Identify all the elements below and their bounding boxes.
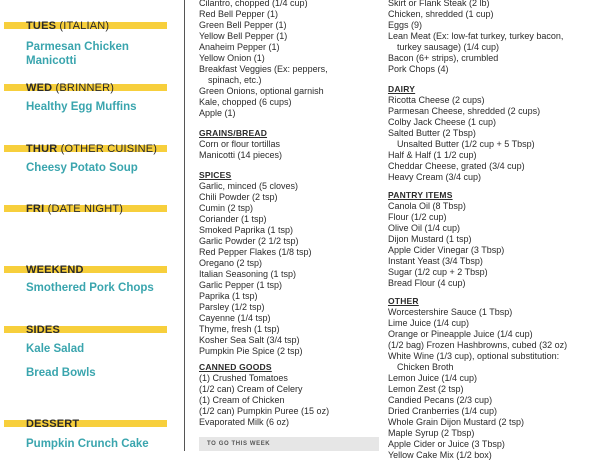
day-label: THUR (OTHER CUISINE) xyxy=(26,143,158,155)
list-item: Apple Cider or Juice (3 Tbsp) xyxy=(388,439,505,449)
list-item: (1) Crushed Tomatoes xyxy=(199,373,288,383)
day-dessert xyxy=(26,414,79,432)
day-fri xyxy=(26,199,123,217)
list-item: Yellow Cake Mix (1/2 box) xyxy=(388,450,492,460)
list-item: Cumin (2 tsp) xyxy=(199,203,254,213)
list-item: Unsalted Butter (1/2 cup + 5 Tbsp) xyxy=(397,139,535,149)
dish-pumpkin-crunch-cake: Pumpkin Crunch Cake xyxy=(26,438,149,450)
category-heading: DAIRY xyxy=(388,84,416,94)
list-item: Bacon (6+ strips), crumbled xyxy=(388,53,499,63)
dish-manicotti: Manicotti xyxy=(26,55,77,67)
list-item: Evaporated Milk (6 oz) xyxy=(199,417,290,427)
list-item: Dried Cranberries (1/4 cup) xyxy=(388,406,498,416)
dish-bread-bowls: Bread Bowls xyxy=(26,367,96,379)
list-item: Garlic Pepper (1 tsp) xyxy=(199,280,283,290)
list-item: Dijon Mustard (1 tsp) xyxy=(388,234,472,244)
list-item: Colby Jack Cheese (1 cup) xyxy=(388,117,497,127)
to-go-label: TO GO THIS WEEK xyxy=(207,441,271,447)
list-item: Yellow Bell Pepper (1) xyxy=(199,31,288,41)
day-label: TUES (ITALIAN) xyxy=(26,20,110,32)
list-item: Salted Butter (2 Tbsp) xyxy=(388,128,476,138)
day-label: FRI (DATE NIGHT) xyxy=(26,203,124,215)
list-item: Lean Meat (Ex: low-fat turkey, turkey bacon, xyxy=(388,31,564,41)
list-item: Smoked Paprika (1 tsp) xyxy=(199,225,294,235)
list-item: Paprika (1 tsp) xyxy=(199,291,258,301)
list-item: Lime Juice (1/4 cup) xyxy=(388,318,470,328)
list-item: turkey sausage) (1/4 cup) xyxy=(397,42,500,52)
list-item: Cayenne (1/4 tsp) xyxy=(199,313,271,323)
list-item: Flour (1/2 cup) xyxy=(388,212,447,222)
list-item: Kosher Sea Salt (3/4 tsp) xyxy=(199,335,300,345)
list-item: Parsley (1/2 tsp) xyxy=(199,302,265,312)
list-item: Parmesan Cheese, shredded (2 cups) xyxy=(388,106,541,116)
day-sides xyxy=(26,320,60,338)
dish-potato-soup: Cheesy Potato Soup xyxy=(26,162,138,174)
list-item: Whole Grain Dijon Mustard (2 tsp) xyxy=(388,417,525,427)
list-item: Skirt or Flank Steak (2 lb) xyxy=(388,0,490,8)
list-item: White Wine (1/3 cup), optional substitution: xyxy=(388,351,560,361)
list-item: Sugar (1/2 cup + 2 Tbsp) xyxy=(388,267,488,277)
day-weekend xyxy=(26,260,84,278)
to-go-box xyxy=(199,437,379,451)
category-heading: PANTRY ITEMS xyxy=(388,190,453,200)
list-item: spinach, etc.) xyxy=(208,75,262,85)
list-item: Chicken Broth xyxy=(397,362,454,372)
day-thur xyxy=(26,139,157,157)
list-item: Green Bell Pepper (1) xyxy=(199,20,287,30)
day-label: DESSERT xyxy=(26,418,80,430)
dish-egg-muffins: Healthy Egg Muffins xyxy=(26,101,137,113)
list-item: Red Pepper Flakes (1/8 tsp) xyxy=(199,247,312,257)
day-label: WEEKEND xyxy=(26,264,84,276)
list-item: Lemon Zest (2 tsp) xyxy=(388,384,464,394)
category-heading: GRAINS/BREAD xyxy=(199,128,268,138)
list-item: Garlic, minced (5 cloves) xyxy=(199,181,299,191)
day-label: WED (BRINNER) xyxy=(26,82,115,94)
list-item: Manicotti (14 pieces) xyxy=(199,150,283,160)
category-heading: OTHER xyxy=(388,296,419,306)
category-heading: SPICES xyxy=(199,170,232,180)
dish-kale-salad: Kale Salad xyxy=(26,343,85,355)
list-item: Kale, chopped (6 cups) xyxy=(199,97,292,107)
list-item: Thyme, fresh (1 tsp) xyxy=(199,324,280,334)
list-item: Italian Seasoning (1 tsp) xyxy=(199,269,297,279)
list-item: Ricotta Cheese (2 cups) xyxy=(388,95,485,105)
list-item: Yellow Onion (1) xyxy=(199,53,265,63)
list-item: Lemon Juice (1/4 cup) xyxy=(388,373,478,383)
list-item: Pumpkin Pie Spice (2 tsp) xyxy=(199,346,303,356)
list-item: Orange or Pineapple Juice (1/4 cup) xyxy=(388,329,533,339)
list-item: Apple (1) xyxy=(199,108,236,118)
list-item: Chili Powder (2 tsp) xyxy=(199,192,278,202)
list-item: Cilantro, chopped (1/4 cup) xyxy=(199,0,308,8)
day-label: SIDES xyxy=(26,324,61,336)
list-item: Instant Yeast (3/4 Tbsp) xyxy=(388,256,483,266)
list-item: Green Onions, optional garnish xyxy=(199,86,324,96)
dish-parmesan-chicken: Parmesan Chicken xyxy=(26,41,129,53)
list-item: (1/2 can) Cream of Celery xyxy=(199,384,303,394)
list-item: Cheddar Cheese, grated (3/4 cup) xyxy=(388,161,525,171)
list-item: (1/2 bag) Frozen Hashbrowns, cubed (32 oz) xyxy=(388,340,568,350)
list-item: Half & Half (1 1/2 cup) xyxy=(388,150,477,160)
list-item: Corn or flour tortillas xyxy=(199,139,281,149)
list-item: Oregano (2 tsp) xyxy=(199,258,263,268)
column-divider xyxy=(184,0,185,451)
day-wed xyxy=(26,78,114,96)
list-item: Candied Pecans (2/3 cup) xyxy=(388,395,493,405)
list-item: Eggs (9) xyxy=(388,20,423,30)
list-item: Chicken, shredded (1 cup) xyxy=(388,9,494,19)
list-item: Coriander (1 tsp) xyxy=(199,214,267,224)
list-item: (1) Cream of Chicken xyxy=(199,395,285,405)
list-item: Garlic Powder (2 1/2 tsp) xyxy=(199,236,299,246)
list-item: Canola Oil (8 Tbsp) xyxy=(388,201,466,211)
list-item: (1/2 can) Pumpkin Puree (15 oz) xyxy=(199,406,330,416)
list-item: Worcestershire Sauce (1 Tbsp) xyxy=(388,307,513,317)
list-item: Maple Syrup (2 Tbsp) xyxy=(388,428,475,438)
list-item: Apple Cider Vinegar (3 Tbsp) xyxy=(388,245,505,255)
day-tues xyxy=(26,16,109,34)
list-item: Bread Flour (4 cup) xyxy=(388,278,466,288)
list-item: Red Bell Pepper (1) xyxy=(199,9,279,19)
list-item: Anaheim Pepper (1) xyxy=(199,42,280,52)
category-heading: CANNED GOODS xyxy=(199,362,272,372)
dish-pork-chops: Smothered Pork Chops xyxy=(26,282,154,294)
list-item: Olive Oil (1/4 cup) xyxy=(388,223,461,233)
list-item: Breakfast Veggies (Ex: peppers, xyxy=(199,64,328,74)
weekly-menu xyxy=(0,0,190,451)
list-item: Pork Chops (4) xyxy=(388,64,449,74)
list-item: Heavy Cream (3/4 cup) xyxy=(388,172,482,182)
